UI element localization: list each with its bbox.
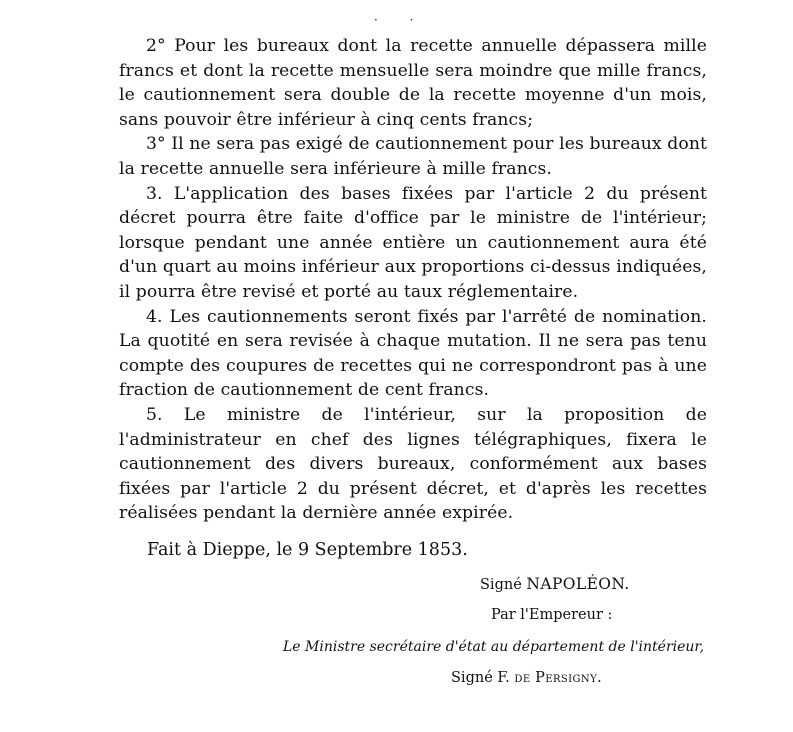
ministre-title: Le Ministre secrétaire d'état au département de l'intérieur, xyxy=(283,639,705,655)
signed-prefix: Signé xyxy=(480,577,522,593)
top-marks: · · xyxy=(374,13,428,27)
signed-name: NAPOLÉON. xyxy=(526,575,630,593)
closing-line: Fait à Dieppe, le 9 Septembre 1853. xyxy=(147,540,468,560)
decree-body xyxy=(119,34,707,526)
paragraph-3-degree: 3° Il ne sera pas exigé de cautionnement pour les bureaux dont la recette annuelle sera inférieure à mille francs. xyxy=(119,134,707,179)
signed2-prefix: Signé F. xyxy=(451,670,510,686)
signature-napoleon xyxy=(480,574,630,595)
par-empereur: Par l'Empereur : xyxy=(491,607,613,623)
signature-persigny xyxy=(451,668,602,688)
article-3: 3. L'application des bases fixées par l'article 2 du présent décret pourra être faite d'office par le ministre de l'intérieur; lorsque pendant une année entière un cautionnement aura été d'un quart au moins inférieur aux proportions ci-dessus indiquées, il pourra être revisé et porté au taux réglementaire. xyxy=(119,183,707,302)
signed2-particle: de xyxy=(514,670,531,686)
signed2-name: Persigny. xyxy=(535,670,603,686)
article-4: 4. Les cautionnements seront fixés par l'arrêté de nomination. La quotité en sera revisée à chaque mutation. Il ne sera pas tenu compte des coupures de recettes qui ne correspondront pas à une fraction de cautionnement de cent francs. xyxy=(119,306,707,401)
paragraph-2-degree: 2° Pour les bureaux dont la recette annuelle dépassera mille francs et dont la recette mensuelle sera moindre que mille francs, le cautionnement sera double de la recette moyenne d'un mois, sans pouvoir être inférieur à cinq cents francs; xyxy=(119,36,707,130)
article-5: 5. Le ministre de l'intérieur, sur la proposition de l'administrateur en chef des lignes télégraphiques, fixera le cautionnement des divers bureaux, conformément aux bases fixées par l'article 2 du présent décret, et d'après les recettes réalisées pendant la dernière année expirée. xyxy=(119,404,707,524)
